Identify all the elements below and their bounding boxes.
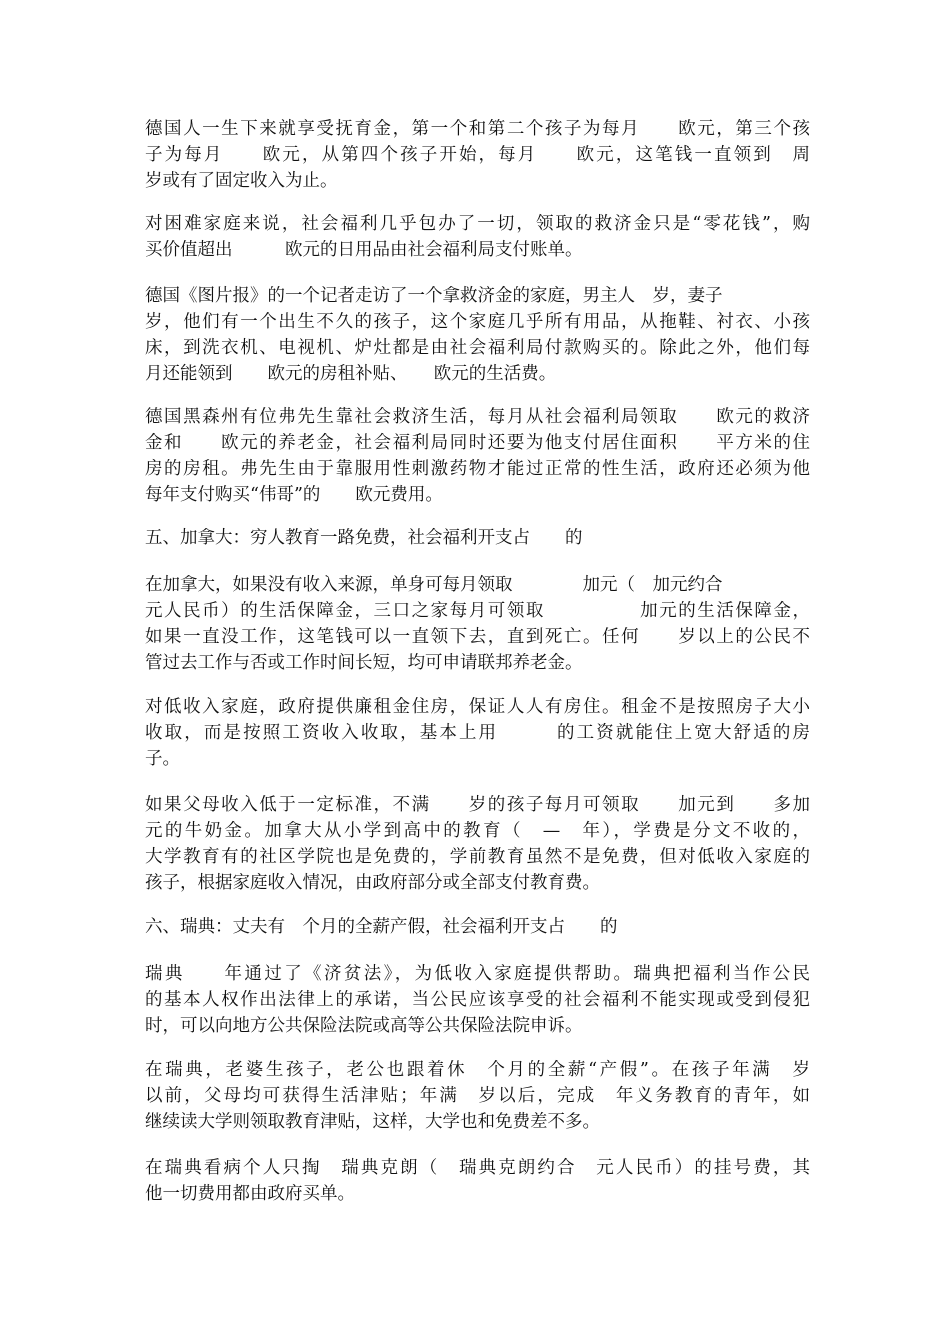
- paragraph-6-line-2: 元人民币）的生活保障金，三口之家每月可领取 加元的生活保障金，: [145, 601, 810, 621]
- paragraph-7-line-3: 子。: [145, 749, 180, 769]
- paragraph-2-line-1: 对困难家庭来说，社会福利几乎包办了一切，领取的救济金只是“零花钱”，购: [145, 214, 810, 234]
- paragraph-8-line-2: 元的牛奶金。加拿大从小学到高中的教育（ — 年），学费是分文不收的，: [145, 821, 810, 841]
- paragraph-8-line-4: 孩子，根据家庭收入情况，由政府部分或全部支付教育费。: [145, 873, 600, 893]
- paragraph-11-line-3: 继续读大学则领取教育津贴，这样，大学也和免费差不多。: [145, 1112, 600, 1132]
- paragraph-3-line-2: 岁，他们有一个出生不久的孩子，这个家庭几乎所有用品，从拖鞋、衬衣、小孩: [145, 312, 810, 332]
- paragraph-10-line-1: 瑞典 年通过了《济贫法》，为低收入家庭提供帮助。瑞典把福利当作公民: [145, 964, 810, 984]
- paragraph-7-line-2: 收取，而是按照工资收入收取，基本上用 的工资就能住上宽大舒适的房: [145, 723, 810, 743]
- paragraph-4-line-1: 德国黑森州有位弗先生靠社会救济生活，每月从社会福利局领取 欧元的救济: [145, 407, 810, 427]
- paragraph-4-line-3: 房的房租。弗先生由于靠服用性刺激药物才能过正常的性生活，政府还必须为他: [145, 459, 810, 479]
- paragraph-6-line-1: 在加拿大，如果没有收入来源，单身可每月领取 加元（ 加元约合: [145, 575, 723, 595]
- paragraph-12-line-2: 他一切费用都由政府买单。: [145, 1184, 355, 1204]
- paragraph-4-line-4: 每年支付购买“伟哥”的 欧元费用。: [145, 485, 443, 505]
- paragraph-4-line-2: 金和 欧元的养老金，社会福利局同时还要为他支付居住面积 平方米的住: [145, 433, 810, 453]
- paragraph-12-line-1: 在瑞典看病个人只掏 瑞典克朗（ 瑞典克朗约合 元人民币）的挂号费，其: [145, 1158, 810, 1178]
- paragraph-8-line-1: 如果父母收入低于一定标准，不满 岁的孩子每月可领取 加元到 多加: [145, 795, 810, 815]
- paragraph-7-line-1: 对低收入家庭，政府提供廉租金住房，保证人人有房住。租金不是按照房子大小: [145, 697, 810, 717]
- paragraph-11-line-2: 以前，父母均可获得生活津贴；年满 岁以后，完成 年义务教育的青年，如: [145, 1086, 810, 1106]
- paragraph-3-line-1: 德国《图片报》的一个记者走访了一个拿救济金的家庭，男主人 岁，妻子: [145, 286, 723, 306]
- paragraph-10-line-2: 的基本人权作出法律上的承诺，当公民应该享受的社会福利不能实现或受到侵犯: [145, 990, 810, 1010]
- paragraph-6-line-4: 管过去工作与否或工作时间长短，均可申请联邦养老金。: [145, 653, 583, 673]
- paragraph-1-line-3: 岁或有了固定收入为止。: [145, 171, 338, 191]
- section-heading-sweden: 六、瑞典：丈夫有 个月的全薪产假，社会福利开支占 的: [145, 917, 618, 937]
- paragraph-11-line-1: 在瑞典，老婆生孩子，老公也跟着休 个月的全薪“产假”。在孩子年满 岁: [145, 1060, 810, 1080]
- paragraph-3-line-4: 月还能领到 欧元的房租补贴、 欧元的生活费。: [145, 364, 557, 384]
- paragraph-1-line-1: 德国人一生下来就享受抚育金，第一个和第二个孩子为每月 欧元，第三个孩: [145, 119, 810, 139]
- section-heading-canada: 五、加拿大：穷人教育一路免费，社会福利开支占 的: [145, 528, 583, 548]
- paragraph-2-line-2: 买价值超出 欧元的日用品由社会福利局支付账单。: [145, 240, 583, 260]
- paragraph-10-line-3: 时，可以向地方公共保险法院或高等公共保险法院申诉。: [145, 1016, 583, 1036]
- paragraph-8-line-3: 大学教育有的社区学院也是免费的，学前教育虽然不是免费，但对低收入家庭的: [145, 847, 810, 867]
- paragraph-3-line-3: 床，到洗衣机、电视机、炉灶都是由社会福利局付款购买的。除此之外，他们每: [145, 338, 810, 358]
- paragraph-6-line-3: 如果一直没工作，这笔钱可以一直领下去，直到死亡。任何 岁以上的公民不: [145, 627, 810, 647]
- paragraph-1-line-2: 子为每月 欧元，从第四个孩子开始，每月 欧元，这笔钱一直领到 周: [145, 145, 810, 165]
